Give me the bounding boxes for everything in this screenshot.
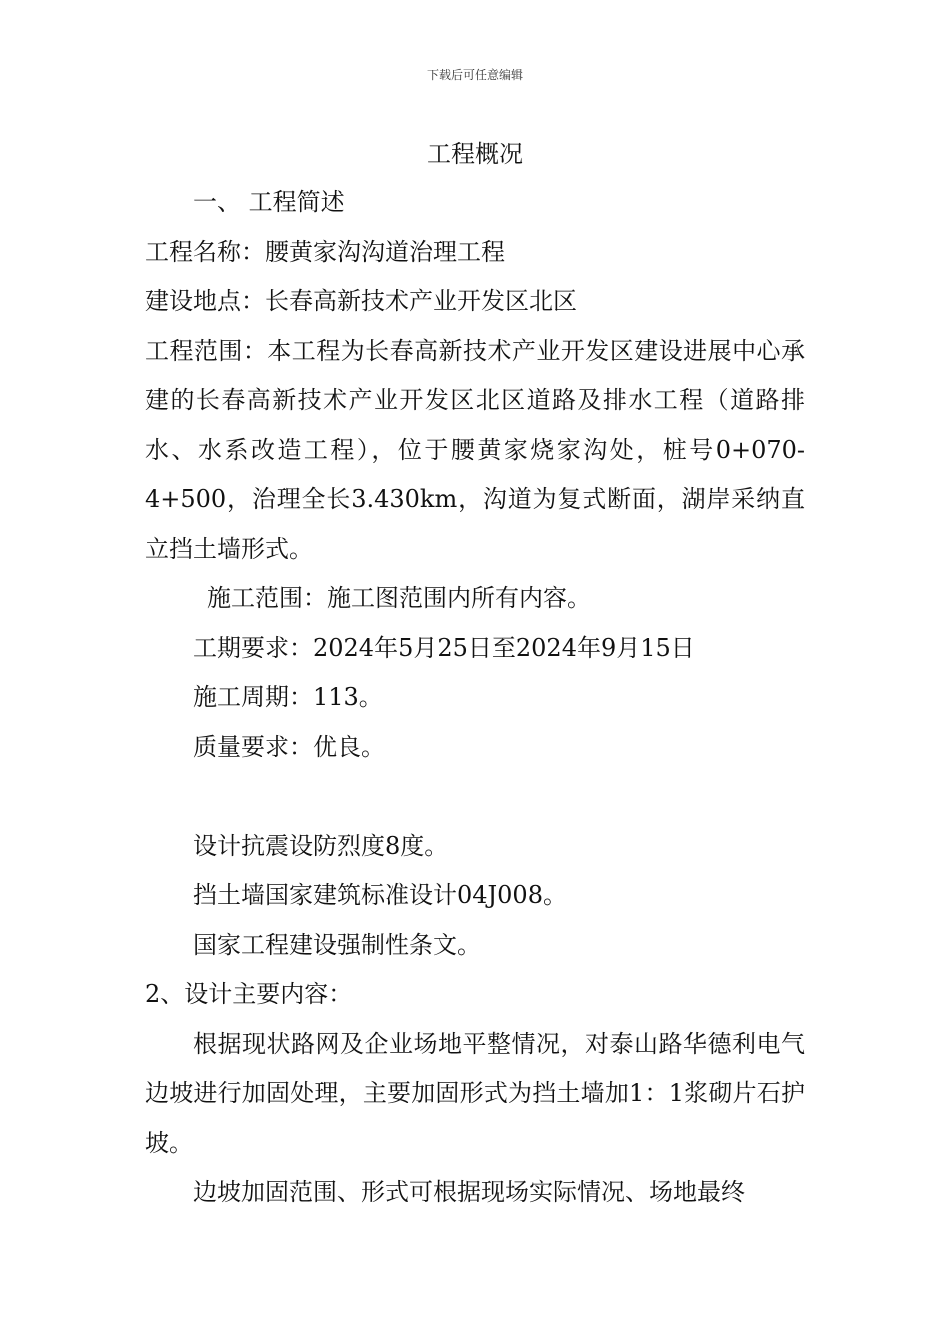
- design-paragraph-2: 边坡加固范围、形式可根据现场实际情况、场地最终: [193, 1178, 745, 1206]
- period-line: 施工周期：113。: [193, 683, 383, 711]
- location-line: 建设地点：长春高新技术产业开发区北区: [145, 287, 577, 315]
- design-paragraph-1: 根据现状路网及企业场地平整情况，对泰山路华德利电气边坡进行加固处理，主要加固形式为挡土墙加1：1浆砌片石护坡。: [145, 1029, 805, 1157]
- retaining-wall-standard-line: 挡土墙国家建筑标准设计04J008。: [193, 881, 567, 909]
- schedule-line: 工期要求：2024年5月25日至2024年9月15日: [193, 633, 695, 662]
- header-note: 下载后可任意编辑: [426, 68, 523, 82]
- construction-scope-line: 施工范围：施工图范围内所有内容。: [207, 584, 591, 612]
- blank-line: [145, 772, 805, 822]
- seismic-line: 设计抗震设防烈度8度。: [193, 831, 449, 860]
- document-title: 工程概况: [427, 140, 523, 168]
- section-1-heading: 一、 工程简述: [193, 188, 345, 216]
- quality-line: 质量要求：优良。: [193, 732, 385, 761]
- scope-paragraph: 工程范围：本工程为长春高新技术产业开发区建设进展中心承建的长春高新技术产业开发区北区道路及排水工程（道路排水、水系改造工程），位于腰黄家烧家沟处，桩号0+070-4+500，治理全长3.430km，沟道为复式断面，湖岸采纳直立挡土墙形式。: [145, 336, 805, 563]
- mandatory-provisions-line: 国家工程建设强制性条文。: [193, 930, 481, 959]
- document-body: [145, 178, 805, 1218]
- section-2-heading: 2、设计主要内容：: [145, 980, 353, 1008]
- project-name-line: 工程名称：腰黄家沟沟道治理工程: [145, 237, 505, 266]
